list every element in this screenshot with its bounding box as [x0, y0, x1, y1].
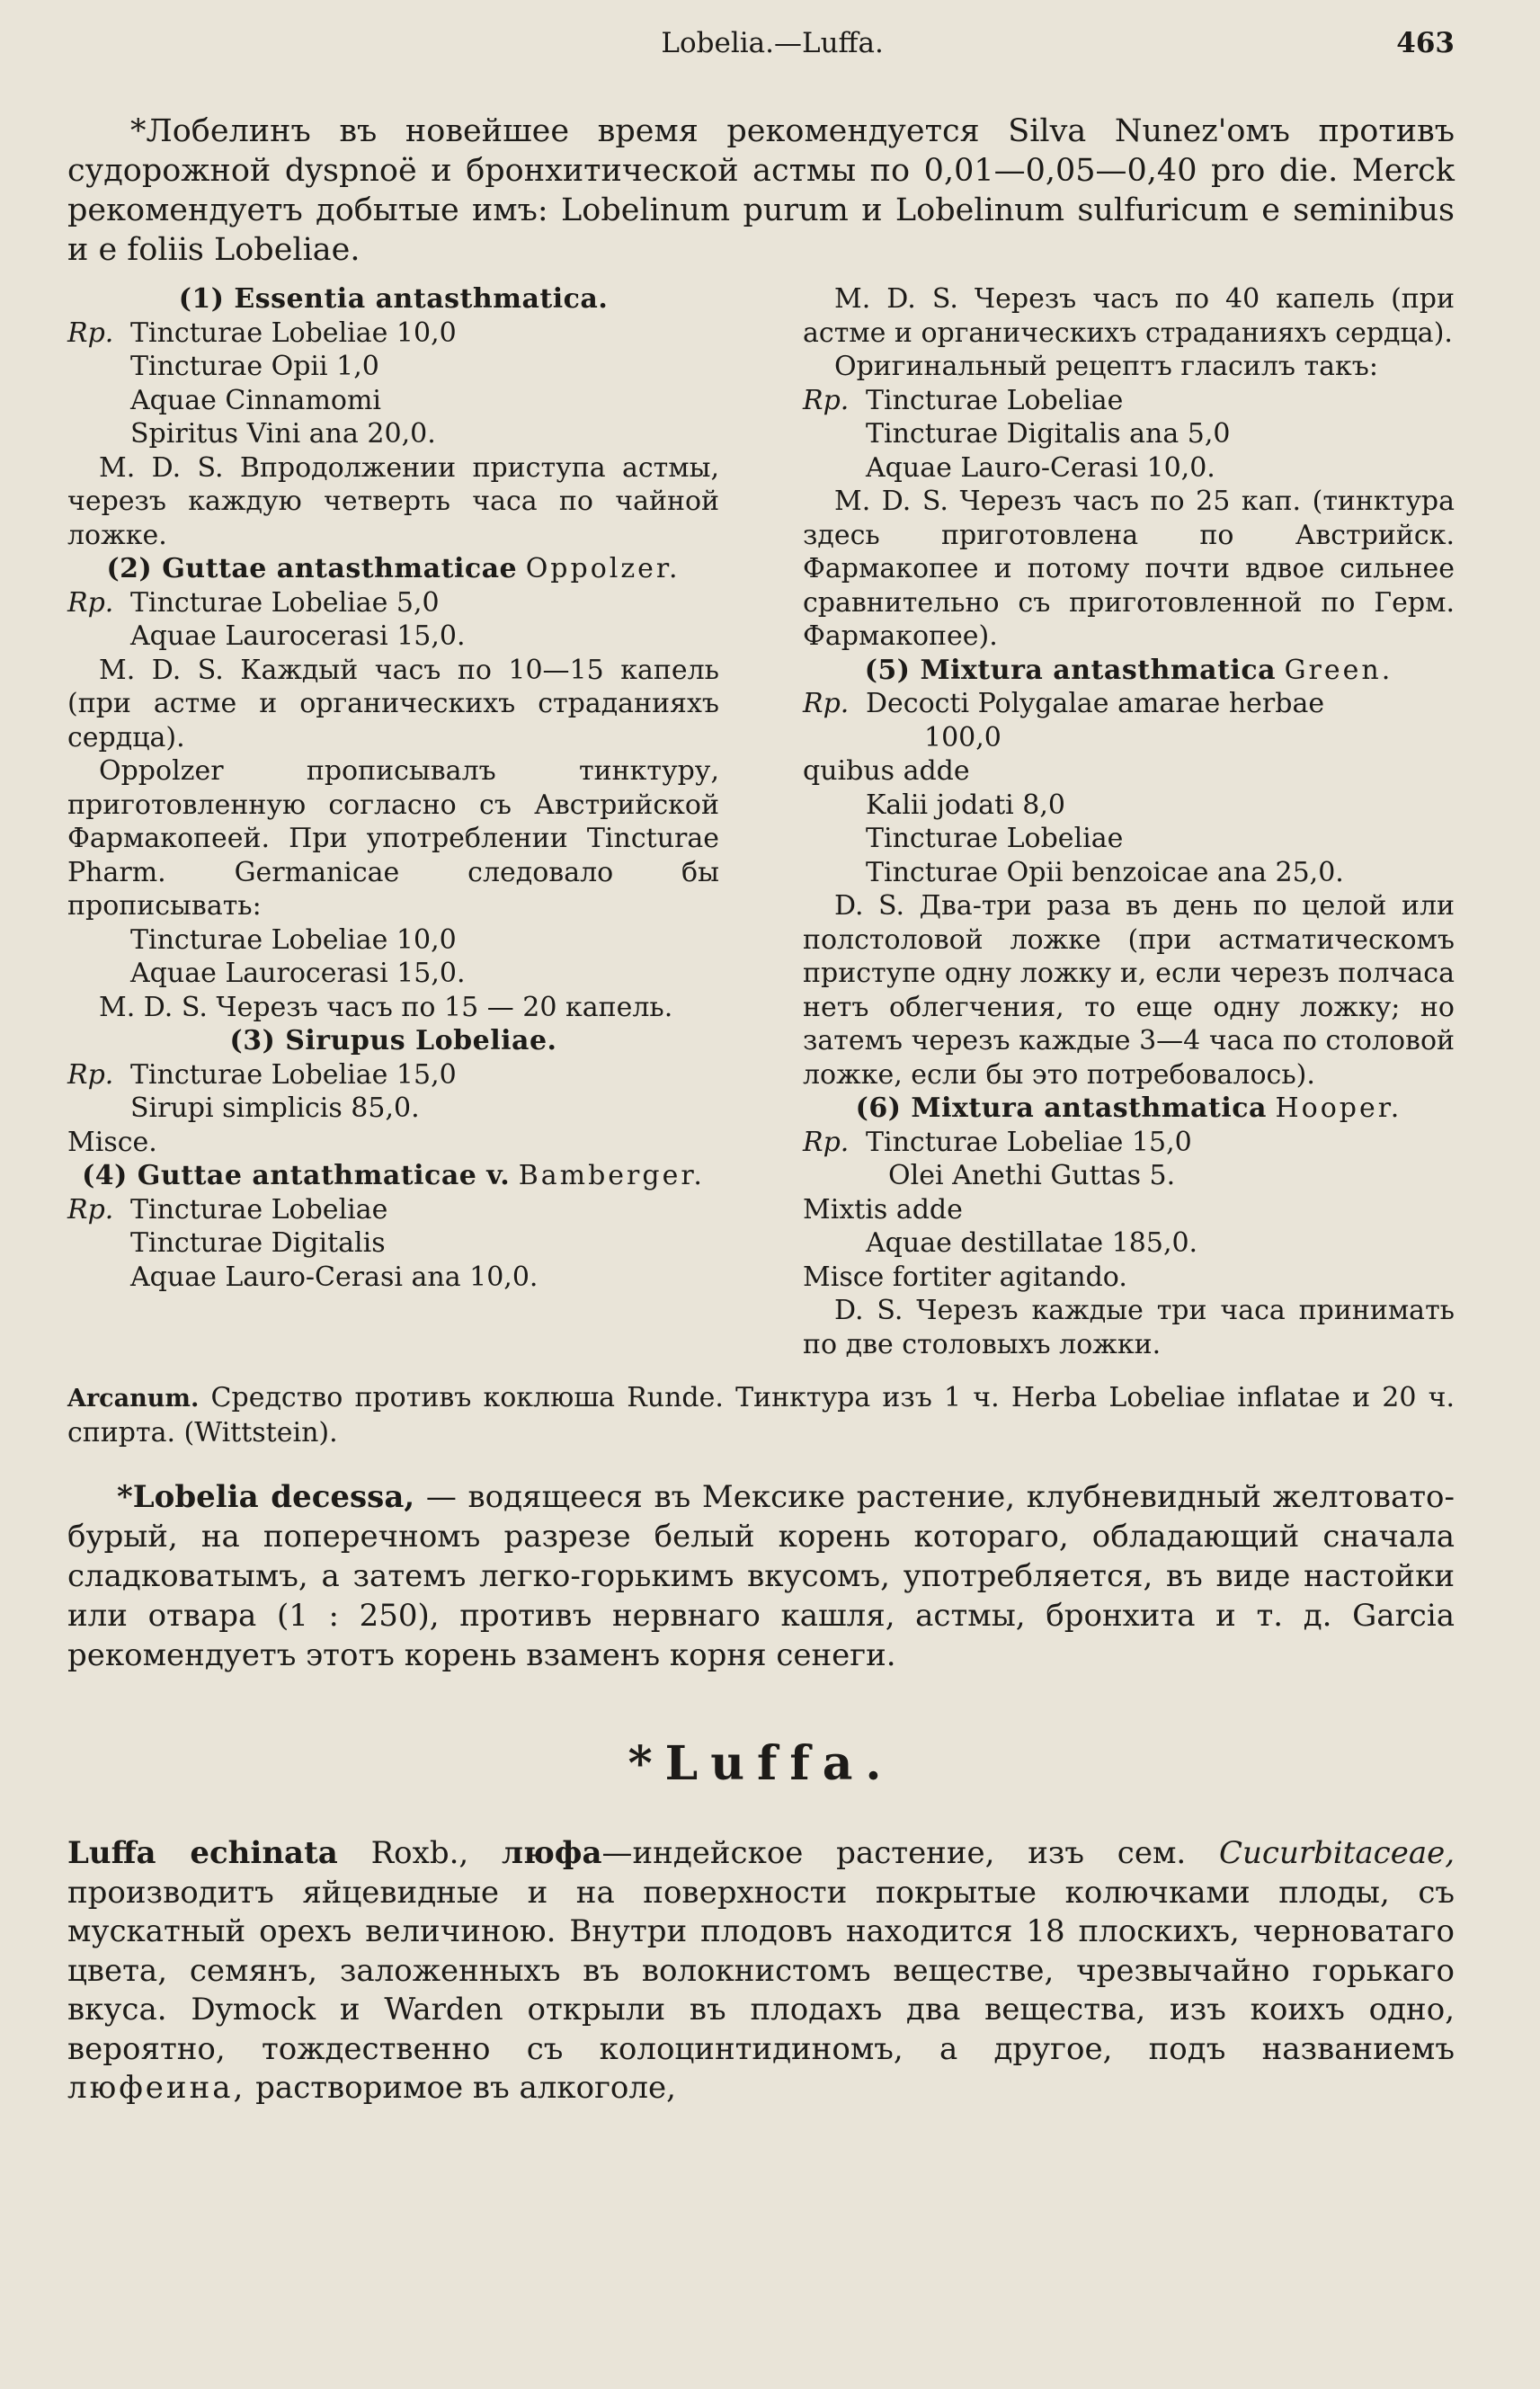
recipe-5-line: 100,0: [924, 721, 1001, 753]
right-column: [803, 282, 1455, 1361]
luffa-paragraph: Luffa echinata Roxb., люфа—индейское растение, изъ сем. Cucurbitaceae, производитъ яйцевидные и на поверхности покрытые колючками плоды, съ мускатный орехъ величиною. Внутри плодовъ находится 18 плоскихъ, черноватаго цвета, семянъ, заложенныхъ въ волокнистомъ веществе, чрезвычайно горькаго вкуса. Dymock и Warden открыли въ плодахъ два вещества, изъ коихъ одно, вероятно, тождественно съ колоцинтидиномъ, а другое, подъ названиемъ люфеина, растворимое въ алкоголе,: [67, 1835, 1455, 2106]
recipe-6-heading: (6) Mixtura antasthmatica Hooper.: [855, 1092, 1402, 1124]
recipe-6-line: Mixtis adde: [803, 1193, 963, 1226]
page-header: [67, 27, 1455, 67]
recipe-5-line: Tincturae Lobeliae: [866, 823, 1124, 854]
lobelia-decessa-paragraph: *Lobelia decessa, — водящееся въ Мексике растение, клубневидный желтовато-бурый, на поперечномъ разрезе белый корень котораго, обладающий сначала сладковатымъ, а затемъ легко-горькимъ вкусомъ, употребляется, въ виде настойки или отвара (1 : 250), противъ нервнаго кашля, астмы, бронхита и т. д. Garcia рекомендуетъ этотъ корень взаменъ корня сенеги.: [67, 1479, 1455, 1673]
recipe-1-line: Tincturae Opii 1,0: [130, 351, 379, 382]
recipe-2-line: Rp. Tincturae Lobeliae 5,0: [67, 586, 440, 619]
recipe-1-signa: M. D. S. Впродолжении приступа астмы, черезъ каждую четверть часа по чайной ложке.: [67, 451, 719, 551]
left-column: [67, 282, 719, 1361]
recipe-4b-line: Aquae Lauro-Cerasi 10,0.: [866, 451, 1215, 484]
recipe-2b-signa: M. D. S. Черезъ часъ по 15 — 20 капель.: [99, 991, 673, 1023]
recipe-4-line: Rp. Tincturae Lobeliae: [67, 1193, 388, 1226]
recipe-6-signa: D. S. Черезъ каждые три часа принимать по две столовыхъ ложки.: [803, 1295, 1455, 1360]
recipe-1-line: Aquae Cinnamomi: [130, 384, 381, 416]
recipe-2b-line: Tincturae Lobeliae 10,0: [130, 923, 457, 956]
recipe-5-signa: D. S. Два-три раза въ день по целой или полстоловой ложке (при астматическомъ приступе одну ложку и, если черезъ полчаса нетъ облегчения, то еще одну ложку; но затемъ черезъ каждые 3—4 часа по столовой ложке, если бы это потребовалось).: [803, 890, 1455, 1091]
recipe-5-heading: (5) Mixtura antasthmatica Green.: [864, 654, 1393, 686]
recipe-4b-signa: M. D. S. Черезъ часъ по 25 кап. (тинктура здесь приготовлена по Австрийск. Фармакопее и потому почти вдвое сильнее сравнительно съ приготовленной по Герм. Фармакопее).: [803, 486, 1455, 652]
recipe-6-line: Aquae destillatae 185,0.: [866, 1227, 1198, 1259]
page-number: 463: [1396, 27, 1455, 59]
recipe-1-line: Spiritus Vini ana 20,0.: [130, 418, 436, 450]
recipe-2b-line: Aquae Laurocerasi 15,0.: [130, 958, 466, 989]
recipe-6-line: Misce fortiter agitando.: [803, 1261, 1127, 1293]
original-recipe-note: Оригинальный рецептъ гласилъ такъ:: [834, 351, 1378, 382]
recipe-5-line: quibus adde: [803, 755, 970, 787]
recipe-4-line: Aquae Lauro-Cerasi ana 10,0.: [130, 1261, 539, 1293]
recipe-3-line: Sirupi simplicis 85,0.: [130, 1092, 420, 1124]
intro-text: *Лобелинъ въ новейшее время рекомендуется Silva Nunez'омъ противъ судорожной dyspnoë и бронхитической астмы по 0,01—0,05—0,40 pro die. Merck рекомендуетъ добытые имъ: Lobelinum purum и Lobelinum sulfuricum e seminibus и e foliis Lobeliae.: [67, 113, 1455, 268]
recipe-4b-line: Rp. Tincturae Lobeliae: [803, 384, 1124, 416]
recipe-5-line: Kalii jodati 8,0: [866, 789, 1065, 821]
recipe-6-line: Olei Anethi Guttas 5.: [888, 1160, 1176, 1191]
recipe-3-line: Misce.: [67, 1126, 157, 1158]
section-title: *Luffa.: [628, 1736, 895, 1791]
recipe-3-line: Rp. Tincturae Lobeliae 15,0: [67, 1058, 457, 1091]
running-title: Lobelia.—Luffa.: [661, 27, 884, 59]
recipe-4-signa: M. D. S. Черезъ часъ по 40 капель (при астме и органическихъ страданияхъ сердца).: [803, 283, 1455, 349]
recipe-3-heading: (3) Sirupus Lobeliae.: [229, 1025, 557, 1056]
intro-paragraph: [67, 111, 1455, 270]
recipe-4-heading: (4) Guttae antathmaticae v. Bamberger.: [82, 1160, 705, 1191]
recipe-1-line: Rp. Tincturae Lobeliae 10,0: [67, 316, 457, 349]
recipe-4b-line: Tincturae Digitalis ana 5,0: [866, 418, 1231, 450]
recipe-1-heading: (1) Essentia antasthmatica.: [178, 283, 609, 315]
recipe-2-signa: M. D. S. Каждый часъ по 10—15 капель (при астме и органическихъ страданияхъ сердца).: [67, 654, 719, 753]
recipe-6-line: Rp. Tincturae Lobeliae 15,0: [803, 1126, 1192, 1158]
recipe-5-line: Rp. Decocti Polygalae amarae herbae: [803, 688, 1325, 719]
recipe-2-line: Aquae Laurocerasi 15,0.: [130, 620, 466, 652]
recipe-2-heading: (2) Guttae antasthmaticae Oppolzer.: [106, 553, 681, 584]
recipe-5-line: Tincturae Opii benzoicae ana 25,0.: [866, 856, 1344, 888]
two-column-section: [67, 282, 1455, 1361]
recipe-2-note: Oppolzer прописывалъ тинктуру, приготовленную согласно съ Австрийской Фармакопеей. При употреблении Tincturae Pharm. Germanicae следовало бы прописывать:: [67, 755, 719, 922]
arcanum-paragraph: Arcanum. Средство противъ коклюша Runde. Тинктура изъ 1 ч. Herba Lobeliae inflatae и 20 ч. спирта. (Wittstein).: [67, 1382, 1455, 1449]
recipe-4-line: Tincturae Digitalis: [130, 1227, 386, 1259]
